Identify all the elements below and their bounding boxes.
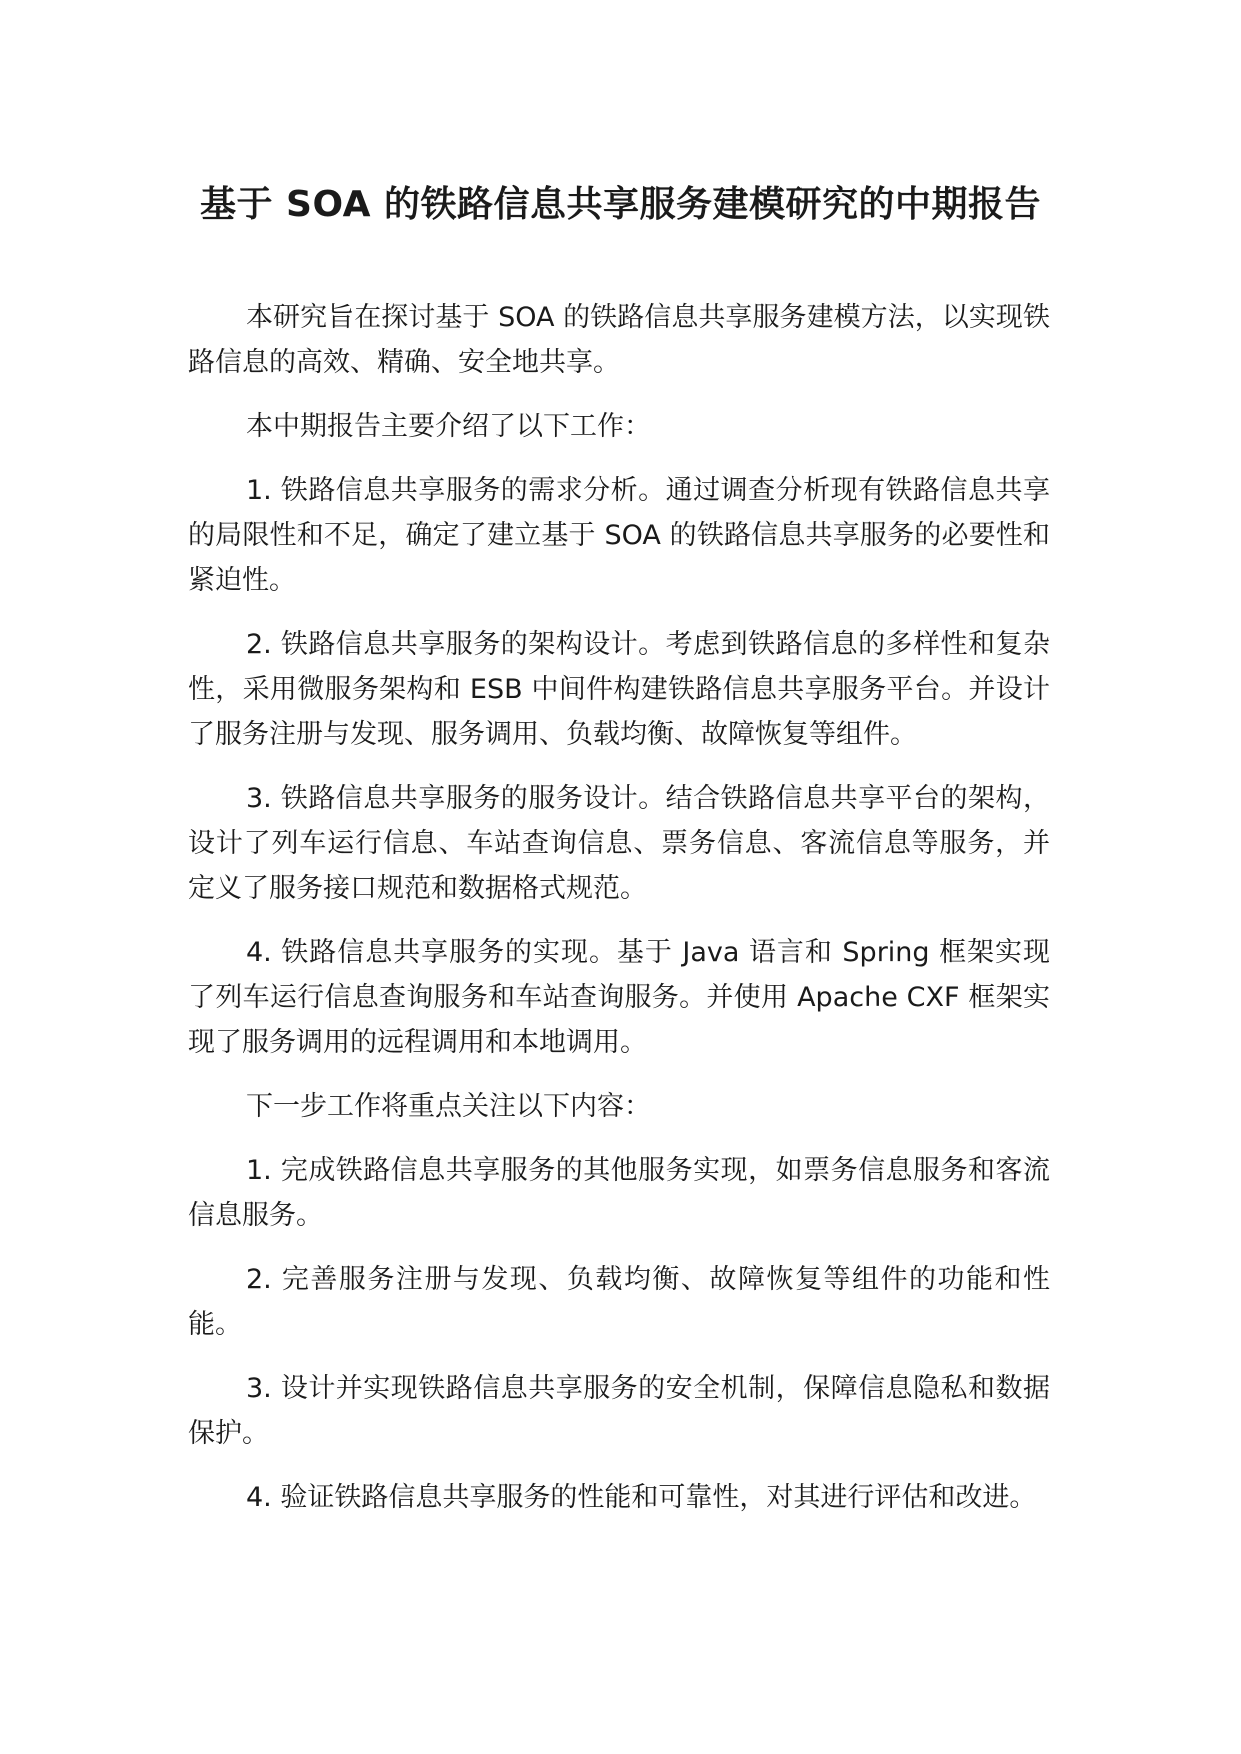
paragraph-next-item-1: 1. 完成铁路信息共享服务的其他服务实现，如票务信息服务和客流信息服务。 [188, 1155, 1050, 1231]
paragraph-next-item-3: 3. 设计并实现铁路信息共享服务的安全机制，保障信息隐私和数据保护。 [188, 1373, 1050, 1449]
document-body [188, 295, 1050, 1539]
paragraph-work-item-2: 2. 铁路信息共享服务的架构设计。考虑到铁路信息的多样性和复杂性，采用微服务架构和 ESB 中间件构建铁路信息共享服务平台。并设计了服务注册与发现、服务调用、负载均衡、故障恢复等组件。 [188, 629, 1050, 750]
paragraph-intro: 本研究旨在探讨基于 SOA 的铁路信息共享服务建模方法，以实现铁路信息的高效、精确、安全地共享。 [188, 302, 1050, 378]
paragraph-work-summary: 本中期报告主要介绍了以下工作： [246, 411, 651, 442]
paragraph-work-item-3: 3. 铁路信息共享服务的服务设计。结合铁路信息共享平台的架构，设计了列车运行信息、车站查询信息、票务信息、客流信息等服务，并定义了服务接口规范和数据格式规范。 [188, 783, 1050, 904]
paragraph-next-item-4: 4. 验证铁路信息共享服务的性能和可靠性，对其进行评估和改进。 [246, 1482, 1037, 1513]
paragraph-next-item-2: 2. 完善服务注册与发现、负载均衡、故障恢复等组件的功能和性能。 [188, 1264, 1050, 1340]
paragraph-work-item-4: 4. 铁路信息共享服务的实现。基于 Java 语言和 Spring 框架实现了列车运行信息查询服务和车站查询服务。并使用 Apache CXF 框架实现了服务调用的远程调用和本地调用。 [188, 937, 1050, 1058]
paragraph-work-item-1: 1. 铁路信息共享服务的需求分析。通过调查分析现有铁路信息共享的局限性和不足，确定了建立基于 SOA 的铁路信息共享服务的必要性和紧迫性。 [188, 475, 1050, 596]
document-title: 基于 SOA 的铁路信息共享服务建模研究的中期报告 [200, 184, 1041, 225]
paragraph-next-steps: 下一步工作将重点关注以下内容： [246, 1091, 651, 1122]
